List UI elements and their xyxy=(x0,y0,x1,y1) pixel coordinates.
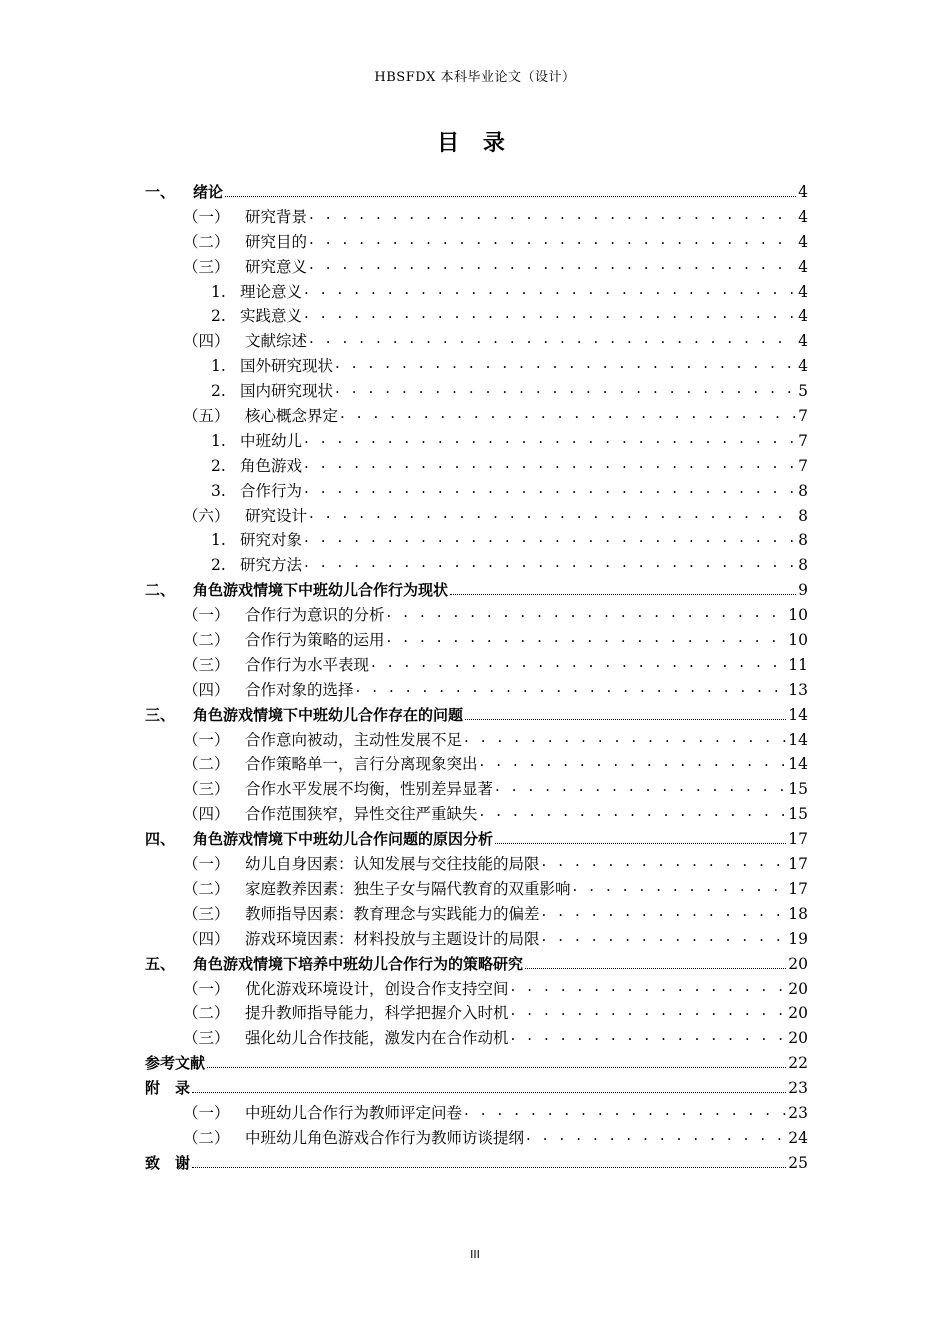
toc-entry-title: 合作行为策略的运用 xyxy=(245,631,385,650)
toc-entry-number: 二、 xyxy=(145,581,176,600)
dot-leader xyxy=(225,180,796,197)
toc-entry-title: 研究设计 xyxy=(245,506,308,525)
toc-entry[interactable] xyxy=(145,379,808,404)
toc-entry-page: 14 xyxy=(788,755,808,774)
dot-leader xyxy=(542,928,787,944)
toc-entry[interactable] xyxy=(145,304,808,329)
toc-entry-title: 合作行为 xyxy=(240,481,303,500)
toc-entry-title: 教师指导因素：教育理念与实践能力的偏差 xyxy=(245,904,540,923)
toc-entry-title: 国外研究现状 xyxy=(240,357,334,376)
dot-leader xyxy=(464,1102,786,1118)
dot-leader xyxy=(526,1127,786,1143)
dot-leader xyxy=(304,480,796,496)
toc-entry-page: 8 xyxy=(798,506,808,525)
toc-entry[interactable] xyxy=(145,1051,808,1076)
toc-entry-title: 角色游戏 xyxy=(240,456,303,475)
toc-entry-number: 三、 xyxy=(145,705,176,724)
toc-entry[interactable] xyxy=(145,1076,808,1101)
toc-entry-number: （二） xyxy=(183,755,230,774)
toc-entry-page: 4 xyxy=(798,282,808,301)
toc-entry-title: 实践意义 xyxy=(240,307,303,326)
dot-leader xyxy=(495,778,786,794)
toc-entry-title: 中班幼儿合作行为教师评定问卷 xyxy=(245,1103,463,1122)
toc-entry-page: 8 xyxy=(798,481,808,500)
toc-entry-title: 研究对象 xyxy=(240,531,303,550)
toc-entry-number: （一） xyxy=(183,730,230,749)
toc-entry-number: （一） xyxy=(183,207,230,226)
dot-leader xyxy=(525,952,786,969)
table-of-contents xyxy=(145,180,808,1176)
toc-entry-title: 角色游戏情境下中班幼儿合作问题的原因分析 xyxy=(193,830,494,849)
dot-leader xyxy=(387,604,787,620)
toc-entry-title: 研究目的 xyxy=(245,232,308,251)
toc-entry-page: 10 xyxy=(788,606,808,625)
toc-entry-page: 4 xyxy=(798,332,808,351)
toc-entry-title: 角色游戏情境下培养中班幼儿合作行为的策略研究 xyxy=(193,954,524,973)
toc-entry-number: 四、 xyxy=(145,830,176,849)
dot-leader xyxy=(309,256,796,272)
toc-entry-page: 14 xyxy=(788,730,808,749)
toc-entry-number: （四） xyxy=(183,680,230,699)
toc-entry-page: 15 xyxy=(788,780,808,799)
toc-entry-title: 角色游戏情境下中班幼儿合作行为现状 xyxy=(193,581,449,600)
dot-leader xyxy=(387,629,787,645)
toc-entry-number: 1. xyxy=(211,531,226,550)
toc-entry-number: 2. xyxy=(211,456,226,475)
toc-entry-title: 提升教师指导能力，科学把握介入时机 xyxy=(245,1004,509,1023)
toc-entry-title: 强化幼儿合作技能，激发内在合作动机 xyxy=(245,1029,509,1048)
toc-entry-page: 13 xyxy=(788,680,808,699)
toc-entry-page: 10 xyxy=(788,631,808,650)
dot-leader xyxy=(304,430,796,446)
toc-entry-title: 优化游戏环境设计，创设合作支持空间 xyxy=(245,979,509,998)
toc-entry-number: （四） xyxy=(183,805,230,824)
toc-entry-title: 合作行为意识的分析 xyxy=(245,606,385,625)
toc-entry-page: 7 xyxy=(798,456,808,475)
dot-leader xyxy=(465,703,786,720)
toc-entry-number: （二） xyxy=(183,879,230,898)
toc-entry-title: 致 谢 xyxy=(145,1153,191,1172)
toc-entry-number: 1. xyxy=(211,282,226,301)
toc-entry-title: 游戏环境因素：材料投放与主题设计的局限 xyxy=(245,929,540,948)
toc-entry[interactable] xyxy=(145,1026,808,1051)
dot-leader xyxy=(309,505,796,521)
dot-leader xyxy=(464,729,786,745)
dot-leader xyxy=(304,554,796,570)
toc-entry-page: 17 xyxy=(788,879,808,898)
toc-entry-page: 23 xyxy=(788,1103,808,1122)
toc-entry[interactable] xyxy=(145,280,808,305)
toc-entry-number: 一、 xyxy=(145,183,176,201)
toc-entry-title: 绪论 xyxy=(193,183,224,201)
toc-entry[interactable] xyxy=(145,180,808,205)
toc-entry-page: 20 xyxy=(788,979,808,998)
toc-entry-page: 4 xyxy=(798,307,808,326)
dot-leader xyxy=(340,405,796,421)
dot-leader xyxy=(542,853,787,869)
toc-entry[interactable] xyxy=(145,1101,808,1126)
toc-entry[interactable] xyxy=(145,429,808,454)
dot-leader xyxy=(480,753,787,769)
toc-entry[interactable] xyxy=(145,777,808,802)
toc-entry-title: 合作范围狭窄，异性交往严重缺失 xyxy=(245,805,478,824)
toc-entry-page: 19 xyxy=(788,929,808,948)
toc-entry-page: 23 xyxy=(788,1079,808,1098)
toc-entry-number: 2. xyxy=(211,382,226,401)
toc-entry-page: 20 xyxy=(788,954,808,973)
toc-entry[interactable] xyxy=(145,528,808,553)
toc-entry[interactable] xyxy=(145,1151,808,1176)
toc-entry-page: 17 xyxy=(788,830,808,849)
dot-leader xyxy=(335,355,796,371)
dot-leader xyxy=(371,654,786,670)
toc-entry-page: 18 xyxy=(788,904,808,923)
toc-entry-title: 中班幼儿角色游戏合作行为教师访谈提纲 xyxy=(245,1128,525,1147)
toc-entry[interactable] xyxy=(145,404,808,429)
toc-entry-page: 9 xyxy=(798,581,808,600)
toc-entry-title: 幼儿自身因素：认知发展与交往技能的局限 xyxy=(245,855,540,874)
dot-leader xyxy=(511,1027,787,1043)
toc-entry-title: 角色游戏情境下中班幼儿合作存在的问题 xyxy=(193,705,464,724)
toc-entry[interactable] xyxy=(145,578,808,603)
toc-entry[interactable] xyxy=(145,728,808,753)
toc-entry[interactable] xyxy=(145,479,808,504)
toc-entry-page: 8 xyxy=(798,556,808,575)
toc-entry[interactable] xyxy=(145,902,808,927)
toc-entry[interactable] xyxy=(145,877,808,902)
toc-entry-page: 24 xyxy=(788,1128,808,1147)
toc-entry-page: 4 xyxy=(798,207,808,226)
toc-entry-title: 文献综述 xyxy=(245,332,308,351)
toc-entry-title: 研究方法 xyxy=(240,556,303,575)
toc-entry[interactable] xyxy=(145,977,808,1002)
toc-entry-page: 4 xyxy=(798,183,808,201)
dot-leader xyxy=(511,1002,787,1018)
toc-entry[interactable] xyxy=(145,653,808,678)
dot-leader xyxy=(304,455,796,471)
toc-entry-number: 2. xyxy=(211,556,226,575)
toc-entry-number: （二） xyxy=(183,232,230,251)
toc-entry-title: 家庭教养因素：独生子女与隔代教育的双重影响 xyxy=(245,879,571,898)
toc-entry[interactable] xyxy=(145,553,808,578)
dot-leader xyxy=(192,1076,786,1093)
toc-entry[interactable] xyxy=(145,329,808,354)
toc-entry[interactable] xyxy=(145,952,808,977)
toc-title: 目 录 xyxy=(437,130,513,156)
toc-entry-number: 2. xyxy=(211,307,226,326)
dot-leader xyxy=(309,330,796,346)
toc-entry-number: （一） xyxy=(183,606,230,625)
toc-entry-number: （一） xyxy=(183,1103,230,1122)
dot-leader xyxy=(304,281,796,297)
toc-entry[interactable] xyxy=(145,678,808,703)
dot-leader xyxy=(480,803,787,819)
toc-entry-page: 22 xyxy=(788,1054,808,1073)
toc-entry[interactable] xyxy=(145,802,808,827)
toc-entry-page: 4 xyxy=(798,357,808,376)
toc-entry-page: 5 xyxy=(798,382,808,401)
toc-entry[interactable] xyxy=(145,852,808,877)
toc-entry-number: （一） xyxy=(183,979,230,998)
toc-entry-number: （五） xyxy=(183,407,230,426)
toc-entry-number: （一） xyxy=(183,855,230,874)
toc-entry-number: 1. xyxy=(211,357,226,376)
toc-entry[interactable] xyxy=(145,1001,808,1026)
toc-entry-number: （四） xyxy=(183,332,230,351)
dot-leader xyxy=(309,231,796,247)
toc-entry-title: 理论意义 xyxy=(240,282,303,301)
toc-entry-number: （三） xyxy=(183,780,230,799)
toc-entry-number: 1. xyxy=(211,431,226,450)
toc-entry[interactable] xyxy=(145,205,808,230)
toc-entry-title: 核心概念界定 xyxy=(245,407,339,426)
toc-entry[interactable] xyxy=(145,927,808,952)
toc-entry[interactable] xyxy=(145,827,808,852)
toc-entry-title: 合作策略单一，言行分离现象突出 xyxy=(245,755,478,774)
dot-leader xyxy=(450,578,796,595)
toc-entry-page: 20 xyxy=(788,1004,808,1023)
dot-leader xyxy=(511,978,787,994)
toc-entry-page: 4 xyxy=(798,257,808,276)
toc-entry-title: 附 录 xyxy=(145,1079,191,1098)
toc-entry-page: 20 xyxy=(788,1029,808,1048)
toc-entry-number: （三） xyxy=(183,904,230,923)
dot-leader xyxy=(573,878,787,894)
toc-entry-page: 25 xyxy=(788,1153,808,1172)
toc-entry-number: （四） xyxy=(183,929,230,948)
toc-entry[interactable] xyxy=(145,1126,808,1151)
toc-entry[interactable] xyxy=(145,603,808,628)
dot-leader xyxy=(542,903,787,919)
toc-entry-page: 4 xyxy=(798,232,808,251)
dot-leader xyxy=(309,206,796,222)
toc-entry-page: 7 xyxy=(798,407,808,426)
toc-entry[interactable] xyxy=(145,454,808,479)
toc-entry-page: 14 xyxy=(788,705,808,724)
toc-entry[interactable] xyxy=(145,628,808,653)
dot-leader xyxy=(304,305,796,321)
toc-entry[interactable] xyxy=(145,255,808,280)
toc-entry[interactable] xyxy=(145,504,808,529)
toc-entry-title: 研究意义 xyxy=(245,257,308,276)
toc-entry-number: 五、 xyxy=(145,954,176,973)
toc-entry-number: （三） xyxy=(183,1029,230,1048)
toc-entry-page: 15 xyxy=(788,805,808,824)
toc-entry-page: 11 xyxy=(788,655,808,674)
toc-entry-number: （六） xyxy=(183,506,230,525)
toc-entry-title: 国内研究现状 xyxy=(240,382,334,401)
toc-entry-number: （三） xyxy=(183,655,230,674)
toc-entry-title: 合作水平发展不均衡，性别差异显著 xyxy=(245,780,494,799)
toc-entry[interactable] xyxy=(145,230,808,255)
toc-entry-title: 中班幼儿 xyxy=(240,431,303,450)
toc-entry-number: （二） xyxy=(183,631,230,650)
toc-entry[interactable] xyxy=(145,752,808,777)
toc-entry-number: （二） xyxy=(183,1004,230,1023)
dot-leader xyxy=(495,827,786,844)
page-header: HBSFDX 本科毕业论文（设计） xyxy=(374,70,576,85)
toc-entry-page: 8 xyxy=(798,531,808,550)
toc-entry-page: 7 xyxy=(798,431,808,450)
dot-leader xyxy=(335,380,796,396)
dot-leader xyxy=(207,1051,786,1068)
toc-entry-number: （三） xyxy=(183,257,230,276)
page-number-footer: III xyxy=(470,1248,480,1261)
toc-entry-number: （二） xyxy=(183,1128,230,1147)
toc-entry-title: 合作意向被动，主动性发展不足 xyxy=(245,730,463,749)
toc-entry[interactable] xyxy=(145,354,808,379)
dot-leader xyxy=(192,1151,786,1168)
dot-leader xyxy=(304,529,796,545)
toc-entry-title: 参考文献 xyxy=(145,1054,206,1073)
toc-entry-number: 3. xyxy=(211,481,226,500)
dot-leader xyxy=(356,679,787,695)
toc-entry-title: 合作对象的选择 xyxy=(245,680,354,699)
toc-entry-title: 研究背景 xyxy=(245,207,308,226)
toc-entry-title: 合作行为水平表现 xyxy=(245,655,370,674)
toc-entry[interactable] xyxy=(145,703,808,728)
toc-entry-page: 17 xyxy=(788,855,808,874)
